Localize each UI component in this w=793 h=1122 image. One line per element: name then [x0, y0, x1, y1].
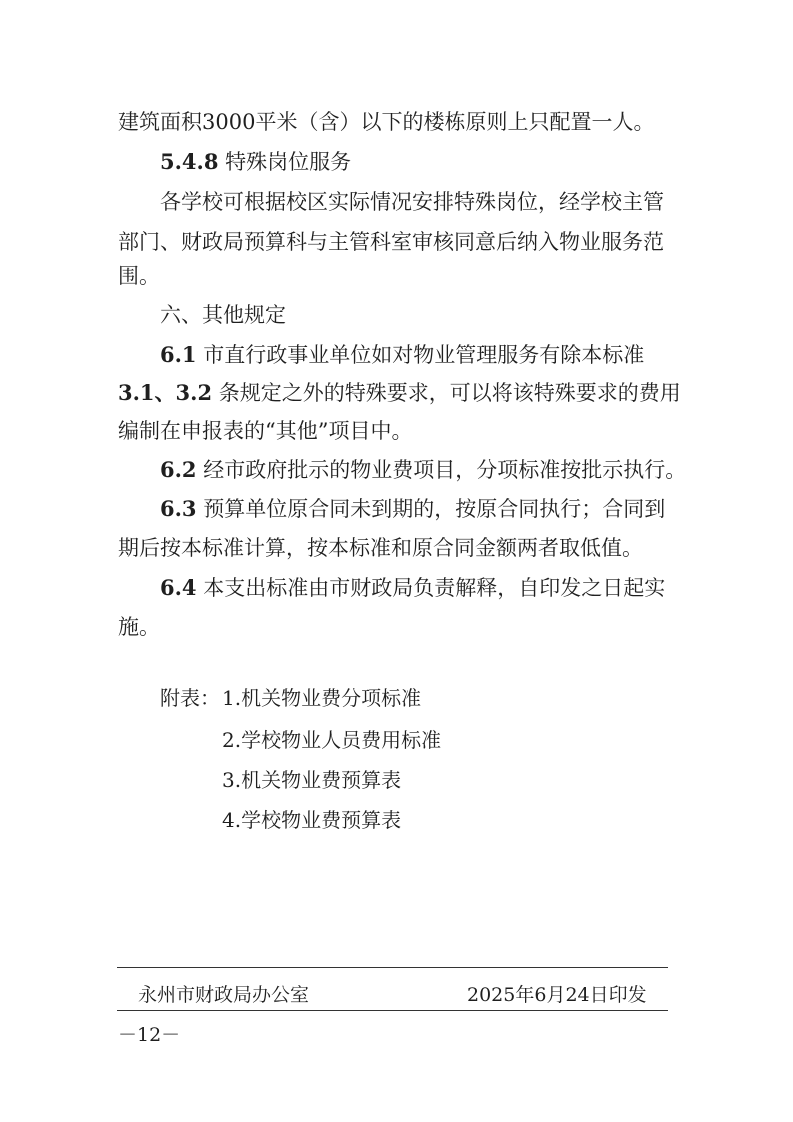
clause-text: 条规定之外的特殊要求，可以将该特殊要求的费用 — [218, 381, 681, 405]
text-line: 围。 — [118, 264, 160, 288]
attachment-item: 2.学校物业人员费用标准 — [222, 728, 442, 752]
footer-rule-top — [117, 967, 668, 968]
section-number: 5.4.8 — [160, 149, 219, 174]
clause-ref: 3.1、3.2 — [118, 380, 213, 405]
footer-rule-bottom — [117, 1010, 668, 1011]
text-line — [118, 378, 681, 408]
footer-date: 2025年6月24日印发 — [467, 984, 647, 1006]
text-line: 施。 — [118, 615, 160, 639]
attachment-item: 1.机关物业费分项标准 — [222, 686, 422, 710]
text-line: 编制在申报表的“其他”项目中。 — [118, 419, 413, 443]
clause-number: 6.2 — [160, 457, 197, 482]
clause-number: 6.3 — [160, 496, 197, 521]
page-number: －12－ — [118, 1024, 181, 1046]
attachment-item: 3.机关物业费预算表 — [222, 768, 402, 792]
clause-6-1 — [160, 340, 678, 370]
clause-number: 6.1 — [160, 342, 197, 367]
clause-text: 经市政府批示的物业费项目，分项标准按批示执行。 — [203, 458, 687, 482]
attachments-label: 附表： — [160, 686, 220, 710]
clause-6-4 — [160, 573, 678, 603]
text-line: 部门、财政局预算科与主管科室审核同意后纳入物业服务范 — [118, 230, 664, 254]
text-line: 各学校可根据校区实际情况安排特殊岗位，经学校主管 — [160, 190, 664, 214]
clause-6-3 — [160, 494, 678, 524]
clause-number: 6.4 — [160, 575, 197, 600]
footer-issuer: 永州市财政局办公室 — [138, 984, 310, 1006]
text-line: 期后按本标准计算，按本标准和原合同金额两者取低值。 — [118, 536, 643, 560]
section-title: 特殊岗位服务 — [225, 150, 352, 174]
section-heading-5-4-8 — [160, 147, 720, 177]
chapter-heading: 六、其他规定 — [160, 303, 286, 327]
clause-text: 本支出标准由市财政局负责解释，自印发之日起实 — [203, 576, 666, 600]
attachment-item: 4.学校物业费预算表 — [222, 808, 402, 832]
clause-text: 预算单位原合同未到期的，按原合同执行；合同到 — [203, 497, 666, 521]
clause-text: 市直行政事业单位如对物业管理服务有除本标准 — [203, 343, 645, 367]
clause-6-2 — [160, 455, 687, 485]
text-line: 建筑面积3000平米（含）以下的楼栋原则上只配置一人。 — [118, 110, 655, 134]
